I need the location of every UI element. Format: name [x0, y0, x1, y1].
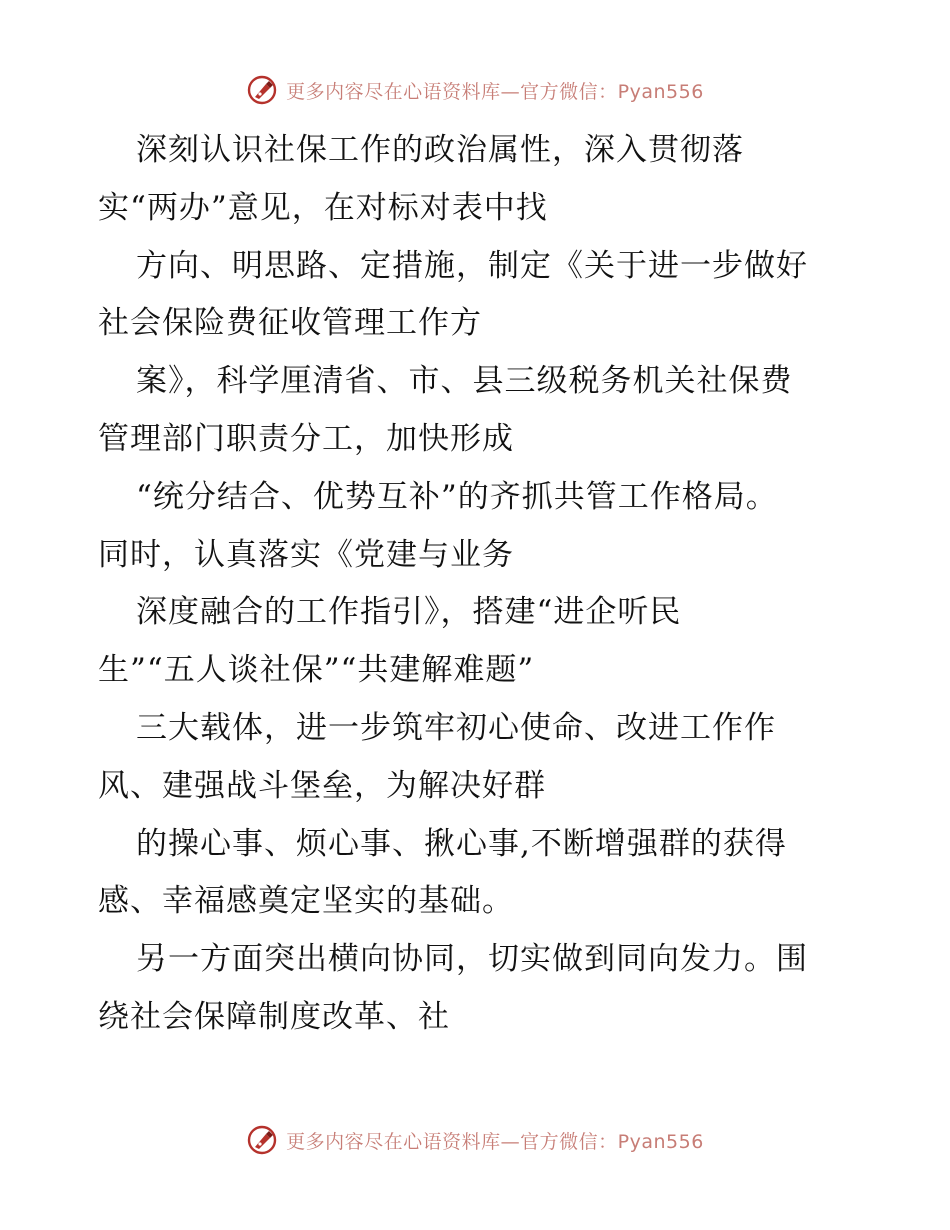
paragraph-line: 深度融合的工作指引》，搭建“进企听民 [136, 594, 682, 631]
paragraph-line: “统分结合、优势互补”的齐抓共管工作格局。 [136, 478, 778, 515]
watermark-text [286, 1127, 704, 1154]
document-body [98, 122, 868, 1047]
paragraph-line: 社会保险费征收管理工作方 [98, 305, 482, 342]
paragraph-line: 绕社会保障制度改革、社 [98, 998, 450, 1035]
footer-watermark [0, 1120, 950, 1160]
paragraph-line: 案》，科学厘清省、市、县三级税务机关社保费 [136, 363, 793, 400]
paragraph-line: 的操心事、烦心事、揪心事,不断增强群的获得 [136, 825, 787, 862]
watermark-wechat-id: Pyan556 [617, 1130, 704, 1153]
paragraph-line: 管理部门职责分工，加快形成 [98, 420, 514, 457]
header-watermark [0, 70, 950, 110]
watermark-label: 更多内容尽在心语资料库—官方微信： [286, 80, 618, 103]
paragraph-line: 三大载体，进一步筑牢初心使命、改进工作作 [136, 709, 776, 746]
pen-nib-logo-icon [246, 1124, 278, 1156]
paragraph-line: 深刻认识社保工作的政治属性，深入贯彻落 [136, 132, 744, 168]
paragraph-line: 同时，认真落实《党建与业务 [98, 536, 514, 573]
paragraph-line: 实“两办”意见，在对标对表中找 [98, 189, 548, 226]
watermark-label: 更多内容尽在心语资料库—官方微信： [286, 1130, 618, 1153]
paragraph-line: 方向、明思路、定措施，制定《关于进一步做好 [136, 247, 808, 284]
paragraph-line: 另一方面突出横向协同，切实做到同向发力。围 [136, 941, 808, 978]
paragraph-line: 感、幸福感奠定坚实的基础。 [98, 883, 514, 920]
watermark-text [286, 77, 704, 104]
watermark-wechat-id: Pyan556 [617, 80, 704, 103]
pen-nib-logo-icon [246, 74, 278, 106]
paragraph-line: 风、建强战斗堡垒，为解决好群 [98, 767, 546, 804]
paragraph-line: 生”“五人谈社保”“共建解难题” [98, 652, 535, 689]
